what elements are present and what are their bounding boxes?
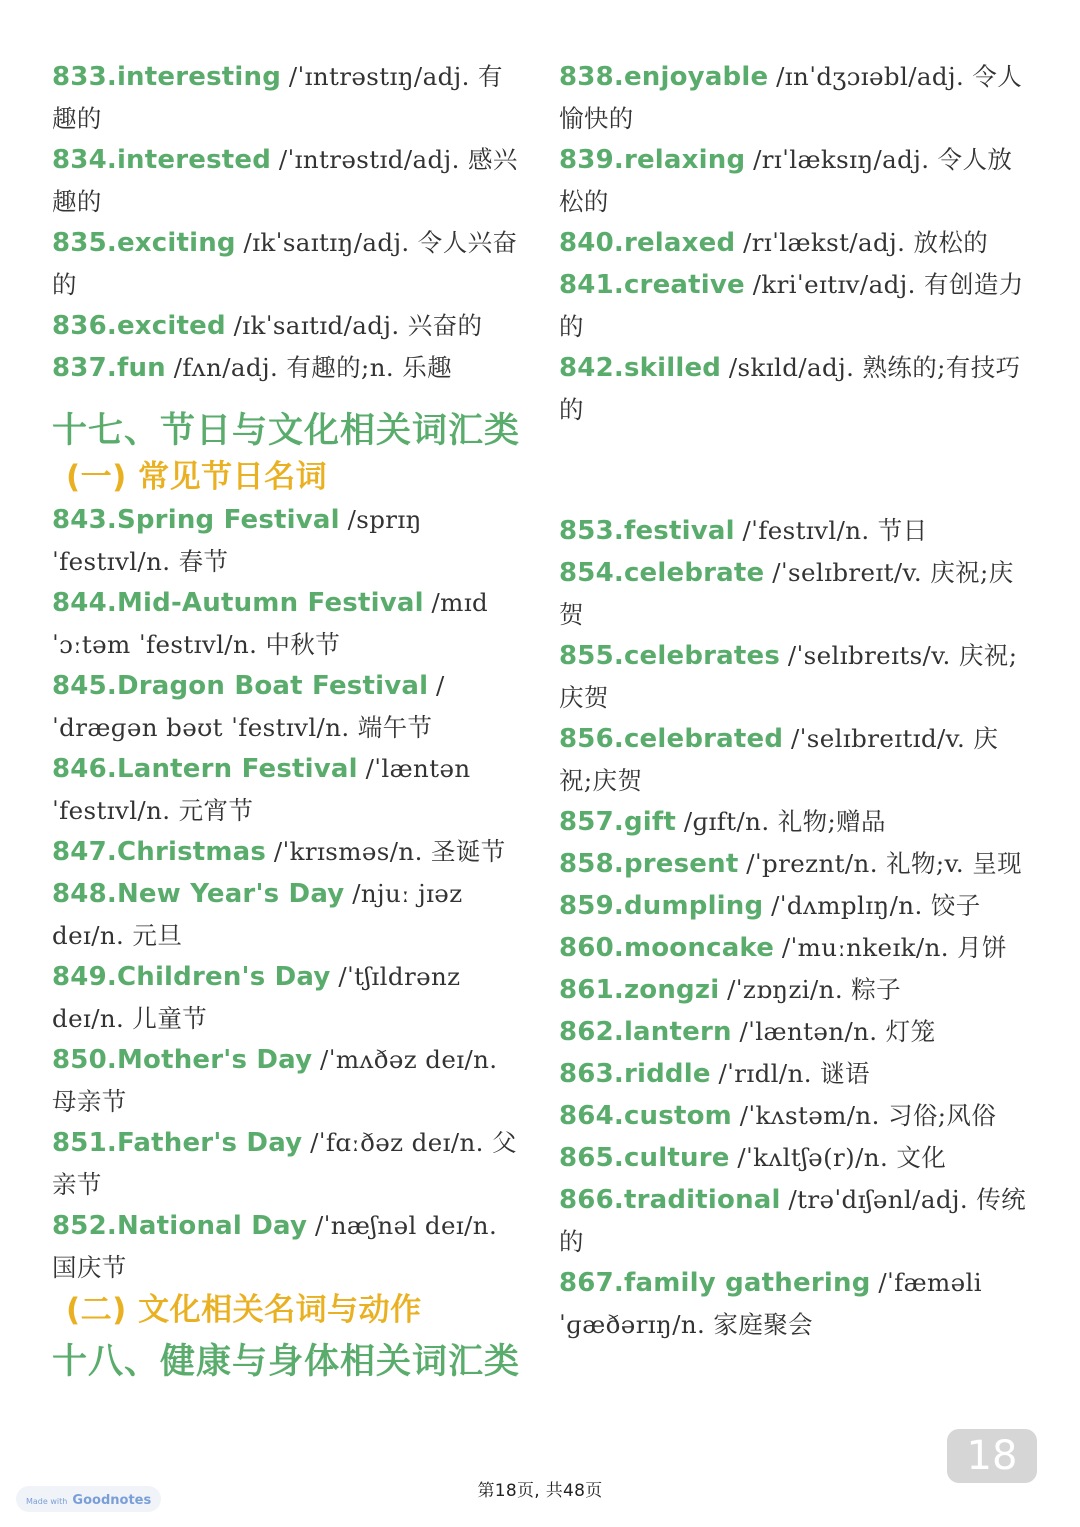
vocab-entry — [559, 843, 1031, 885]
vocab-definition: /rɪˈlæksɪŋ/adj. 令人放松的 — [559, 145, 1013, 216]
vocab-entry — [52, 1205, 524, 1288]
vocab-definition: /ˈkrɪsməs/n. 圣诞节 — [273, 837, 506, 866]
vocab-definition: /ˈɪntrəstɪd/adj. 感兴趣的 — [52, 145, 518, 216]
left-column — [52, 56, 524, 1386]
vocab-entry — [559, 264, 1031, 347]
subsection-1-title: (一) 常见节日名词 — [66, 459, 328, 495]
vocab-entry — [559, 510, 1031, 552]
vocab-word: 849.Children's Day — [52, 962, 331, 992]
vocab-entry — [559, 801, 1031, 843]
vocab-word: 860.mooncake — [559, 933, 775, 963]
vocab-definition: /ˈlæntən ˈfestɪvl/n. 元宵节 — [52, 754, 471, 825]
vocab-word: 838.enjoyable — [559, 62, 769, 92]
vocab-word: 856.celebrated — [559, 724, 784, 754]
left-entries-top — [52, 56, 524, 389]
vocab-entry — [559, 222, 1031, 264]
vocab-word: 835.exciting — [52, 228, 236, 258]
vocab-word: 864.custom — [559, 1101, 732, 1131]
vocab-word: 858.present — [559, 849, 739, 879]
vocab-definition: /ɪkˈsaɪtɪd/adj. 兴奋的 — [233, 311, 483, 340]
vocab-word: 861.zongzi — [559, 975, 720, 1005]
vocab-definition: /ˈselɪbreɪtɪd/v. 庆祝;庆贺 — [559, 724, 999, 795]
vocab-definition: /ˈmʌðəz deɪ/n. 母亲节 — [52, 1045, 498, 1116]
vocab-definition: /ˈfestɪvl/n. 节日 — [742, 516, 928, 545]
vocab-entry — [52, 665, 524, 748]
vocab-definition: /ˈnæʃnəl deɪ/n. 国庆节 — [52, 1211, 498, 1282]
vocab-definition: /ɪkˈsaɪtɪŋ/adj. 令人兴奋的 — [52, 228, 518, 299]
vocab-entry — [52, 748, 524, 831]
vocab-word: 850.Mother's Day — [52, 1045, 313, 1075]
goodnotes-brand: Goodnotes — [72, 1493, 152, 1508]
vocab-entry — [52, 305, 524, 347]
page-number-badge: 18 — [947, 1429, 1037, 1483]
vocab-definition: /ˈkʌltʃə(r)/n. 文化 — [737, 1143, 947, 1172]
vocab-definition: /ˈfɑːðəz deɪ/n. 父亲节 — [52, 1128, 517, 1199]
vocab-word: 839.relaxing — [559, 145, 746, 175]
vocab-entry — [52, 347, 524, 389]
vocab-word: 845.Dragon Boat Festival — [52, 671, 429, 701]
vocab-word: 848.New Year's Day — [52, 879, 345, 909]
vocab-definition: /ɡɪft/n. 礼物;赠品 — [683, 807, 886, 836]
vocab-definition: /ˈfæməli ˈɡæðərɪŋ/n. 家庭聚会 — [559, 1268, 983, 1339]
page-footer: 第18页, 共48页 — [477, 1481, 603, 1501]
vocab-entry — [559, 969, 1031, 1011]
vocab-entry — [559, 1262, 1031, 1345]
vocab-word: 841.creative — [559, 270, 745, 300]
vocab-entry — [52, 956, 524, 1039]
vocab-entry — [52, 582, 524, 665]
vocab-entry — [52, 873, 524, 956]
vocab-definition: /ˈpreznt/n. 礼物;v. 呈现 — [746, 849, 1023, 878]
vocab-word: 851.Father's Day — [52, 1128, 303, 1158]
right-column — [559, 56, 1031, 1345]
vocab-word: 843.Spring Festival — [52, 505, 340, 535]
vocab-entry — [52, 499, 524, 582]
vocab-definition: /sprɪŋ ˈfestɪvl/n. 春节 — [52, 505, 422, 576]
vocab-definition: /rɪˈlækst/adj. 放松的 — [743, 228, 989, 257]
right-entries-bottom — [559, 510, 1031, 1345]
vocab-word: 862.lantern — [559, 1017, 732, 1047]
vocab-word: 840.relaxed — [559, 228, 736, 258]
vocab-definition: /ˈtʃɪldrənz deɪ/n. 儿童节 — [52, 962, 461, 1033]
vocab-entry — [559, 1095, 1031, 1137]
vocab-entry — [559, 1053, 1031, 1095]
goodnotes-made-with: Made with — [26, 1497, 68, 1506]
vocab-word: 837.fun — [52, 353, 166, 383]
vocab-entry — [559, 927, 1031, 969]
vocab-definition: /ˈrɪdl/n. 谜语 — [718, 1059, 870, 1088]
vocab-definition: /ˈselɪbreɪts/v. 庆祝;庆贺 — [559, 641, 1018, 712]
section-17-title: 十七、节日与文化相关词汇类 — [52, 411, 521, 451]
vocab-word: 866.traditional — [559, 1185, 781, 1215]
vocab-word: 865.culture — [559, 1143, 730, 1173]
vocab-entry — [52, 56, 524, 139]
vocab-word: 863.riddle — [559, 1059, 711, 1089]
vocab-definition: /ˈkʌstəm/n. 习俗;风俗 — [739, 1101, 997, 1130]
vocab-definition: /ˈlæntən/n. 灯笼 — [739, 1017, 936, 1046]
section-18-title: 十八、健康与身体相关词汇类 — [52, 1342, 521, 1382]
vocab-definition: /mɪd ˈɔːtəm ˈfestɪvl/n. 中秋节 — [52, 588, 489, 659]
vocab-definition: /trəˈdɪʃənl/adj. 传统的 — [559, 1185, 1027, 1256]
vocab-entry — [52, 139, 524, 222]
left-entries-bottom — [52, 499, 524, 1288]
vocab-entry — [559, 1137, 1031, 1179]
vocab-entry — [559, 635, 1031, 718]
vocab-definition: /ˈmuːnkeɪk/n. 月饼 — [781, 933, 1007, 962]
vocab-entry — [559, 56, 1031, 139]
vocab-definition: /skɪld/adj. 熟练的;有技巧的 — [559, 353, 1021, 424]
vocab-entry — [559, 1179, 1031, 1262]
vocab-definition: /ɪnˈdʒɔɪəbl/adj. 令人愉快的 — [559, 62, 1023, 133]
vocab-definition: /ˈdʌmplɪŋ/n. 饺子 — [771, 891, 981, 920]
vocab-word: 855.celebrates — [559, 641, 781, 671]
vocab-word: 859.dumpling — [559, 891, 764, 921]
vocab-entry — [559, 885, 1031, 927]
vocab-word: 854.celebrate — [559, 558, 765, 588]
vocab-entry — [559, 552, 1031, 635]
subsection-2-title: (二) 文化相关名词与动作 — [66, 1292, 422, 1328]
vocab-word: 842.skilled — [559, 353, 722, 383]
vocab-word: 867.family gathering — [559, 1268, 871, 1298]
goodnotes-watermark — [16, 1486, 161, 1512]
vocab-definition: /njuː jɪəz deɪ/n. 元旦 — [52, 879, 463, 950]
right-entries-top — [559, 56, 1031, 430]
vocab-word: 847.Christmas — [52, 837, 267, 867]
vocab-entry — [559, 718, 1031, 801]
vocab-word: 836.excited — [52, 311, 226, 341]
vocab-word: 853.festival — [559, 516, 735, 546]
vocab-definition: /ˈzɒŋzi/n. 粽子 — [727, 975, 902, 1004]
vocab-word: 834.interested — [52, 145, 272, 175]
vocab-entry — [52, 831, 524, 873]
vocab-definition: /ˈselɪbreɪt/v. 庆祝;庆贺 — [559, 558, 1014, 629]
vocab-word: 857.gift — [559, 807, 677, 837]
vocab-word: 852.National Day — [52, 1211, 308, 1241]
vocab-entry — [52, 1039, 524, 1122]
vocab-word: 844.Mid-Autumn Festival — [52, 588, 424, 618]
vocab-entry — [52, 1122, 524, 1205]
vocab-definition: /ˈdræɡən bəʊt ˈfestɪvl/n. 端午节 — [52, 671, 445, 742]
vocab-entry — [52, 222, 524, 305]
vocab-entry — [559, 139, 1031, 222]
vocab-entry — [559, 1011, 1031, 1053]
vocab-definition: /kriˈeɪtɪv/adj. 有创造力的 — [559, 270, 1024, 341]
vocab-word: 833.interesting — [52, 62, 282, 92]
vocab-definition: /fʌn/adj. 有趣的;n. 乐趣 — [173, 353, 453, 382]
vocab-entry — [559, 347, 1031, 430]
vocab-word: 846.Lantern Festival — [52, 754, 358, 784]
vocab-definition: /ˈɪntrəstɪŋ/adj. 有趣的 — [52, 62, 503, 133]
